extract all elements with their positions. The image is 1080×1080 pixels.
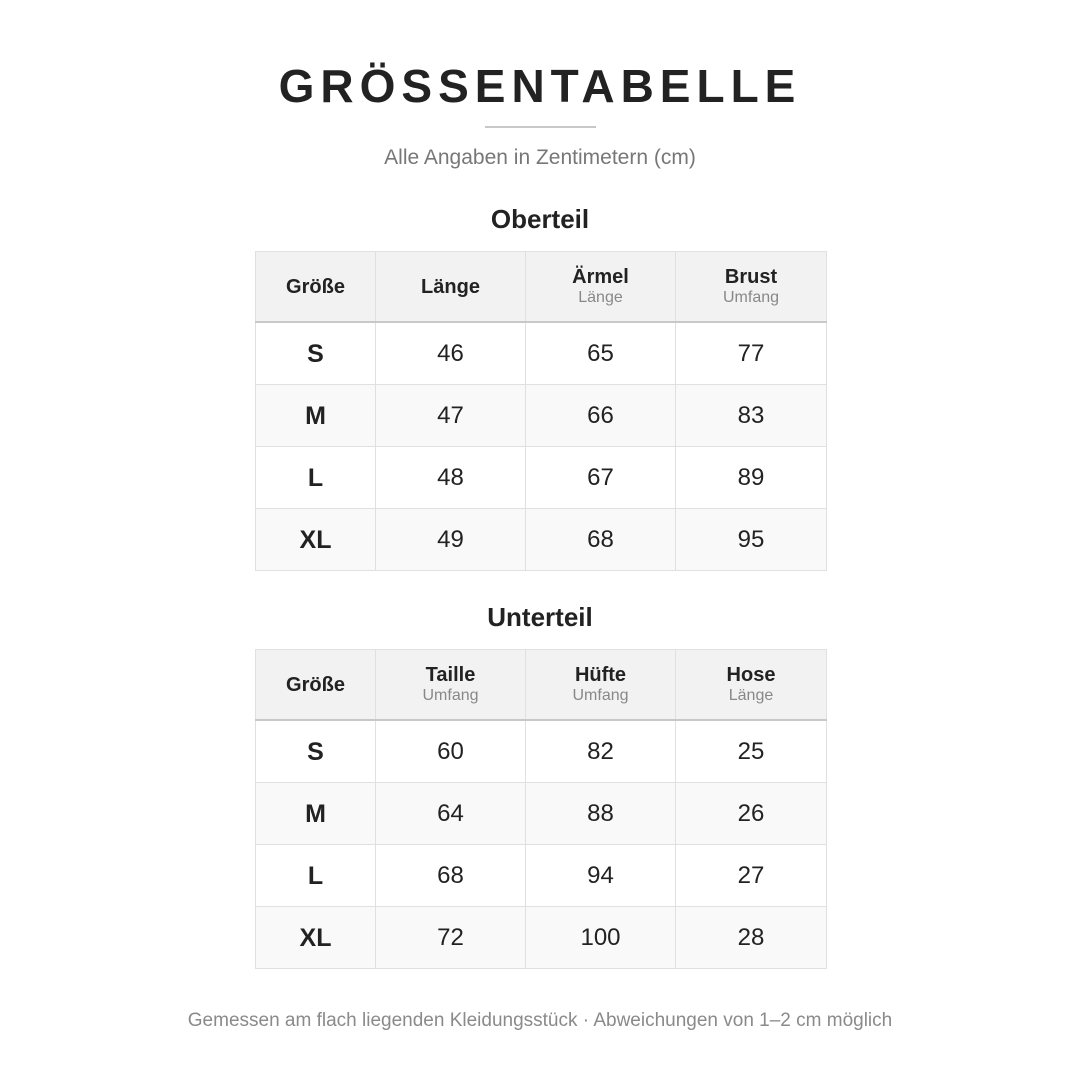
column-header-label: Größe [286, 275, 345, 298]
column-header-groesse [256, 252, 376, 323]
value-cell: 95 [676, 509, 827, 571]
size-cell: XL [256, 509, 376, 571]
column-header-label: Größe [286, 673, 345, 696]
table-row [256, 322, 827, 385]
value-cell: 77 [676, 322, 827, 385]
value-cell: 72 [376, 907, 526, 969]
column-header-huefte [526, 650, 676, 721]
value-cell: 67 [526, 447, 676, 509]
size-cell: S [256, 720, 376, 783]
size-cell: L [256, 845, 376, 907]
value-cell: 94 [526, 845, 676, 907]
value-cell: 27 [676, 845, 827, 907]
column-header-label: Hose [726, 663, 776, 686]
value-cell: 64 [376, 783, 526, 845]
section-title-unterteil: Unterteil [487, 602, 593, 632]
value-cell: 48 [376, 447, 526, 509]
size-cell: L [256, 447, 376, 509]
column-header-label: Taille [425, 663, 476, 686]
table-row [256, 385, 827, 447]
title-divider [485, 126, 596, 128]
value-cell: 46 [376, 322, 526, 385]
column-header-sublabel: Umfang [572, 686, 629, 704]
size-cell: M [256, 783, 376, 845]
column-header-sublabel: Länge [728, 686, 774, 704]
value-cell: 68 [376, 845, 526, 907]
table-row [256, 509, 827, 571]
column-header-hose [676, 650, 827, 721]
column-header-groesse [256, 650, 376, 721]
table-header-row [256, 252, 827, 323]
value-cell: 65 [526, 322, 676, 385]
value-cell: 25 [676, 720, 827, 783]
table-header-row [256, 650, 827, 721]
table-row [256, 907, 827, 969]
column-header-label: Hüfte [574, 663, 627, 686]
size-cell: S [256, 322, 376, 385]
value-cell: 89 [676, 447, 827, 509]
value-cell: 88 [526, 783, 676, 845]
page-subtitle: Alle Angaben in Zentimetern (cm) [384, 146, 696, 169]
table-row [256, 783, 827, 845]
value-cell: 47 [376, 385, 526, 447]
column-header-sublabel: Länge [578, 288, 623, 306]
oberteil-size-table [255, 251, 827, 571]
size-cell: XL [256, 907, 376, 969]
section-title-oberteil: Oberteil [490, 204, 590, 234]
unterteil-size-table [255, 649, 827, 969]
value-cell: 26 [676, 783, 827, 845]
column-header-label: Brust [724, 265, 778, 288]
column-header-laenge [376, 252, 526, 323]
value-cell: 60 [376, 720, 526, 783]
column-header-sublabel: Umfang [722, 288, 780, 306]
value-cell: 82 [526, 720, 676, 783]
table-row [256, 720, 827, 783]
value-cell: 28 [676, 907, 827, 969]
column-header-taille [376, 650, 526, 721]
table-row [256, 845, 827, 907]
value-cell: 100 [526, 907, 676, 969]
value-cell: 83 [676, 385, 827, 447]
column-header-aermel [526, 252, 676, 323]
value-cell: 66 [526, 385, 676, 447]
measurement-footnote: Gemessen am flach liegenden Kleidungsstück · Abweichungen von 1–2 cm möglich [187, 1010, 893, 1031]
column-header-brust [676, 252, 827, 323]
value-cell: 49 [376, 509, 526, 571]
size-cell: M [256, 385, 376, 447]
table-row [256, 447, 827, 509]
column-header-sublabel: Umfang [422, 686, 479, 704]
column-header-label: Ärmel [572, 265, 629, 288]
column-header-label: Länge [421, 275, 480, 298]
page-title: GRÖSSENTABELLE [278, 60, 802, 112]
value-cell: 68 [526, 509, 676, 571]
